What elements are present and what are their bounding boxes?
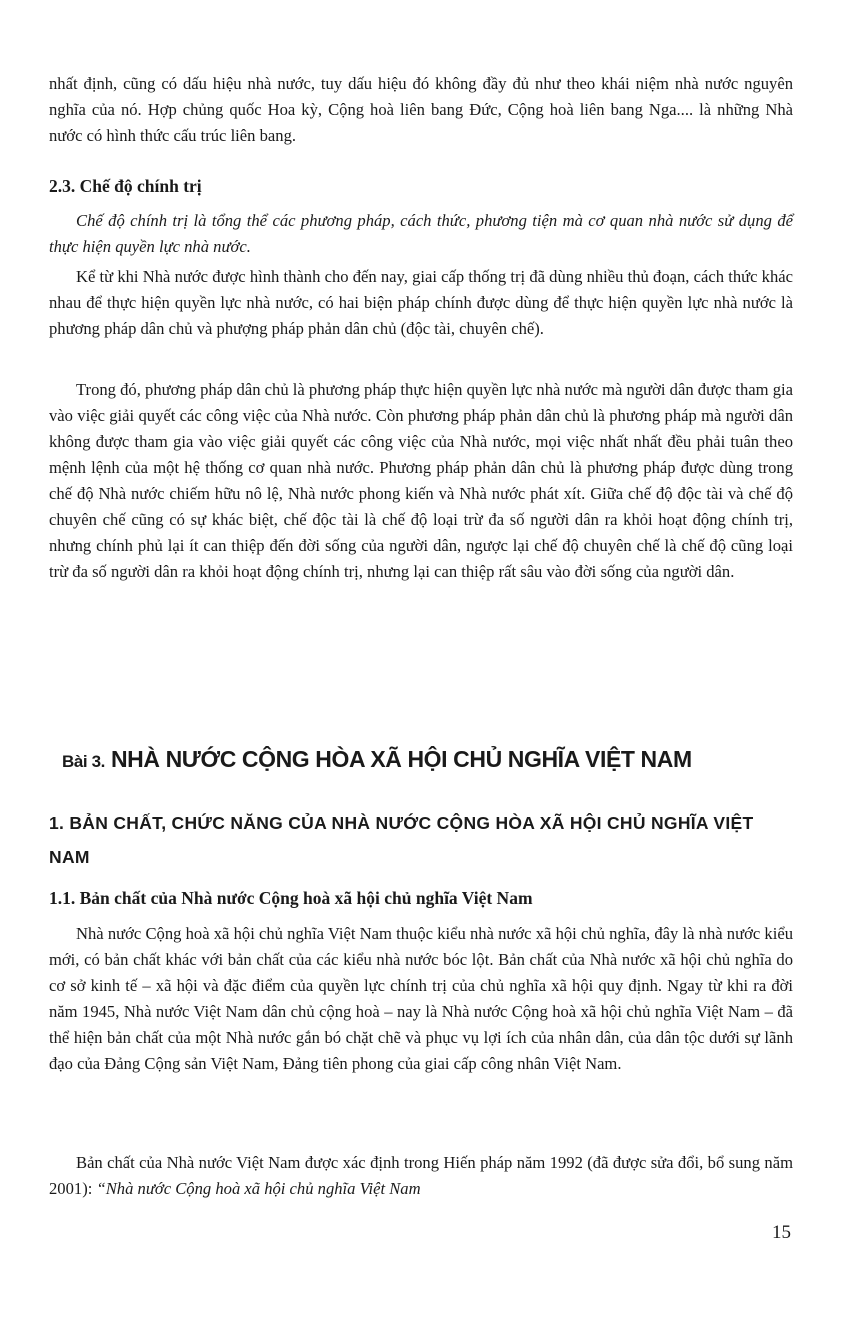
- paragraph-2-lead: Bản chất của Nhà nước Việt Nam được xác định trong Hiến pháp năm 1992 (đã được sửa đổi, bổ sung năm 2001):: [49, 1153, 793, 1198]
- paragraph-2-quote: “Nhà nước Cộng hoà xã hội chủ nghĩa Việt Nam: [96, 1179, 421, 1198]
- section-2-3-paragraph-1: Kể từ khi Nhà nước được hình thành cho đến nay, giai cấp thống trị đã dùng nhiều thủ đoạn, cách thức khác nhau để thực hiện quyền lực nhà nước, có hai biện pháp chính được dùng để thực hiện quyền lực nhà nước là phương pháp dân chủ và phượng pháp phản dân chủ (độc tài, chuyên chế).: [49, 267, 793, 338]
- chapter-heading: 1. BẢN CHẤT, CHỨC NĂNG CỦA NHÀ NƯỚC CỘNG HÒA XÃ HỘI CHỦ NGHĨA VIỆT NAM: [49, 813, 754, 867]
- section-2-3-paragraph-2: Trong đó, phương pháp dân chủ là phương pháp thực hiện quyền lực nhà nước mà người dân được tham gia vào việc giải quyết các công việc của Nhà nước. Còn phương pháp phản dân chủ là phương pháp mà người dân không được tham gia vào việc giải quyết các công việc của Nhà nước, mọi việc nhất nhất đều phải tuân theo mệnh lệnh của một hệ thống cơ quan nhà nước. Phương pháp phản dân chủ là phương pháp được dùng trong chế độ Nhà nước chiếm hữu nô lệ, Nhà nước phong kiến và Nhà nước phát xít. Giữa chế độ độc tài và chế độ chuyên chế cũng có sự khác biệt, chế độc tài là chế độ loại trừ đa số người dân ra khỏi hoạt động chính trị, nhưng chính phủ lại ít can thiệp đến đời sống của người dân, ngược lại chế độ chuyên chế là chế độ cũng loại trừ đa số người dân ra khỏi hoạt động chính trị, nhưng lại can thiệp rất sâu vào đời sống của người dân.: [49, 380, 793, 581]
- section-1-1-paragraph-2: [49, 1150, 793, 1202]
- lesson-title: NHÀ NƯỚC CỘNG HÒA XÃ HỘI CHỦ NGHĨA VIỆT NAM: [110, 746, 692, 772]
- section-2-3-heading: 2.3. Chế độ chính trị: [49, 176, 202, 196]
- lesson-heading: [62, 746, 802, 773]
- section-2-3-definition: Chế độ chính trị là tổng thể các phương pháp, cách thức, phương tiện mà cơ quan nhà nước sử dụng để thực hiện quyền lực nhà nước.: [49, 211, 793, 256]
- page-number: 15: [772, 1222, 791, 1243]
- intro-paragraph: nhất định, cũng có dấu hiệu nhà nước, tuy dấu hiệu đó không đầy đủ như theo khái niệm nhà nước nguyên nghĩa của nó. Hợp chủng quốc Hoa kỳ, Cộng hoà liên bang Đức, Cộng hoà liên bang Nga.... là những Nhà nước có hình thức cấu trúc liên bang.: [49, 74, 793, 145]
- lesson-number: Bài 3.: [62, 752, 105, 771]
- section-1-1-paragraph-1: Nhà nước Cộng hoà xã hội chủ nghĩa Việt Nam thuộc kiểu nhà nước xã hội chủ nghĩa, đây là nhà nước kiểu mới, có bản chất khác với bản chất của các kiểu nhà nước bóc lột. Bản chất của Nhà nước xã hội chủ nghĩa do cơ sở kinh tế – xã hội và đặc điểm của quyền lực chính trị của chủ nghĩa xã hội quy định. Ngay từ khi ra đời năm 1945, Nhà nước Việt Nam dân chủ cộng hoà – nay là Nhà nước Cộng hoà xã hội chủ nghĩa Việt Nam – đã thể hiện bản chất của một Nhà nước gắn bó chặt chẽ và phục vụ lợi ích của nhân dân, của dân tộc dưới sự lãnh đạo của Đảng Cộng sản Việt Nam, Đảng tiên phong của giai cấp công nhân Việt Nam.: [49, 924, 793, 1073]
- section-1-1-heading: 1.1. Bản chất của Nhà nước Cộng hoà xã hội chủ nghĩa Việt Nam: [49, 888, 533, 908]
